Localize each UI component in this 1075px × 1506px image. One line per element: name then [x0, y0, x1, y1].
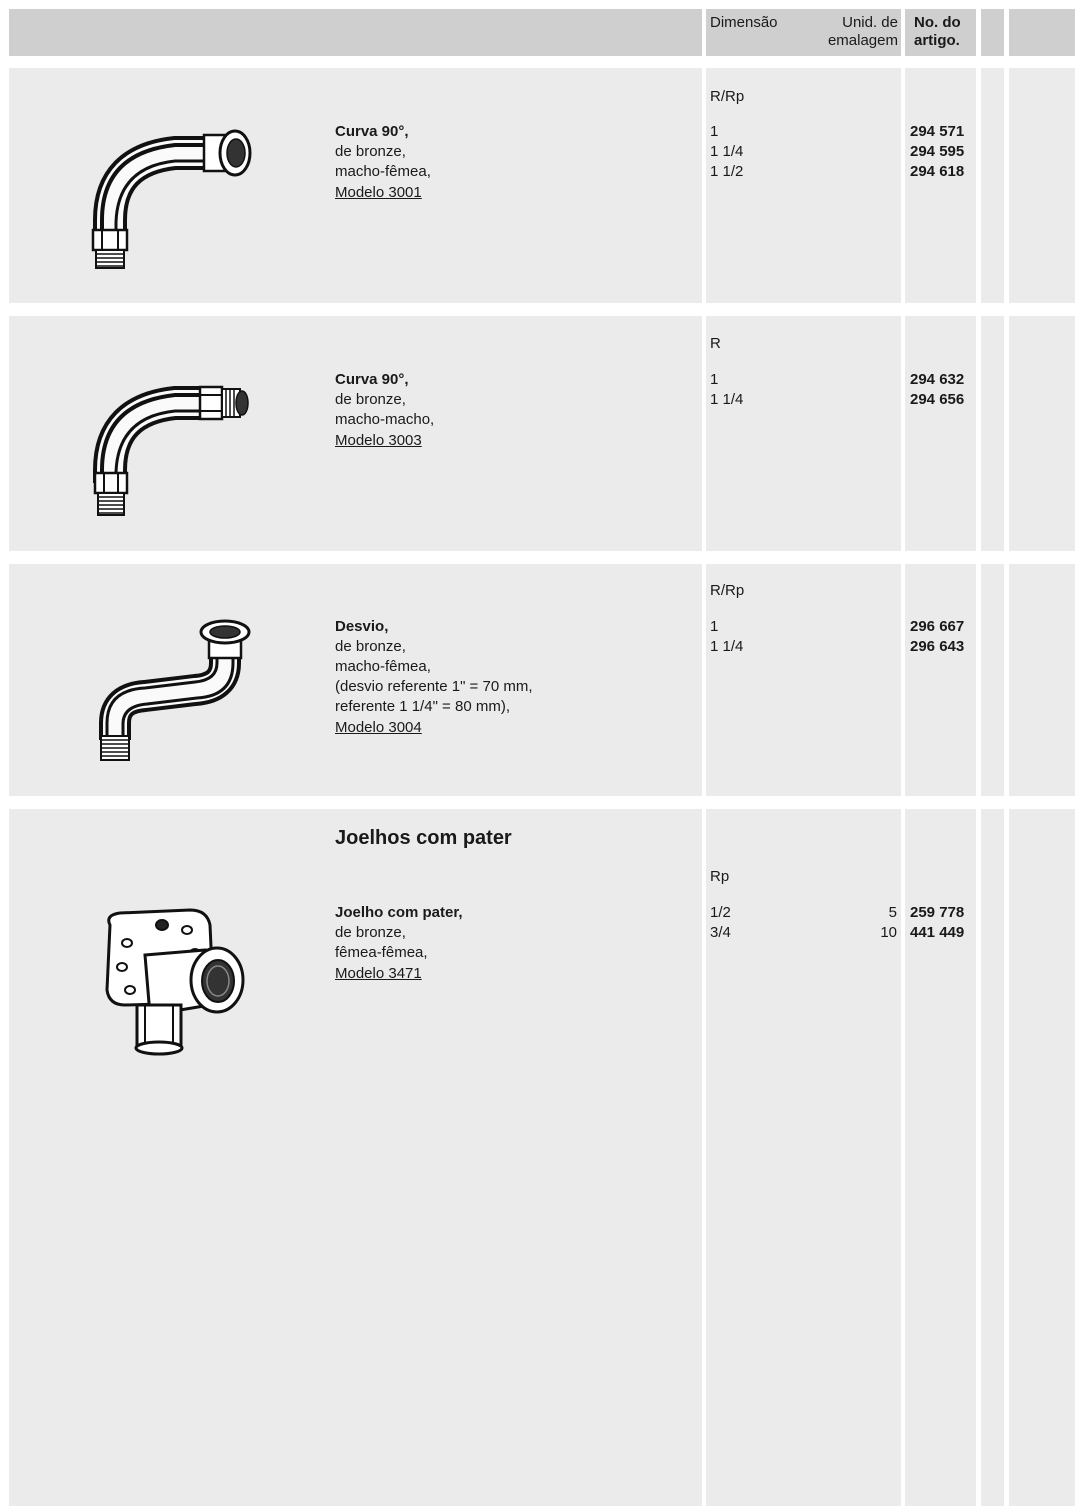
header-article-label-1: No. do	[914, 14, 961, 31]
product-2-row-2-dimension: 1 1/4	[710, 391, 744, 408]
header-extra-cell-1	[981, 9, 1004, 56]
product-4-connection: fêmea-fêmea,	[335, 944, 428, 961]
product-3-model-link[interactable]: Modelo 3004	[335, 719, 422, 736]
product-2-row-1-article: 294 632	[910, 371, 965, 388]
product-3-offset-note-2: referente 1 1/4" = 80 mm),	[335, 698, 510, 715]
offset-bend-icon	[85, 618, 265, 768]
product-3-thread-type: R/Rp	[710, 582, 745, 599]
product-2-connection: macho-macho,	[335, 411, 435, 428]
header-pack-unit-label-2: emalagem	[827, 32, 898, 49]
product-3-extra-cell-1	[981, 564, 1004, 796]
product-1-thread-type: R/Rp	[710, 88, 745, 105]
product-1-row-3-dimension: 1 1/2	[710, 163, 744, 180]
product-1-row-1-dimension: 1	[710, 123, 719, 140]
product-1-row-2-article: 294 595	[910, 143, 965, 160]
product-3-row-1-article: 296 667	[910, 618, 965, 635]
product-4-row-1-dimension: 1/2	[710, 904, 731, 921]
header-description-cell	[9, 9, 702, 56]
product-4-extra-cell-2	[1009, 809, 1075, 1506]
product-2-article-cell	[905, 316, 976, 551]
product-2-extra-cell-2	[1009, 316, 1075, 551]
product-4-row-2-pack-unit: 10	[880, 924, 897, 941]
product-3-row-1-dimension: 1	[710, 618, 719, 635]
product-3-row-2-dimension: 1 1/4	[710, 638, 744, 655]
product-1-row-1-article: 294 571	[910, 123, 965, 140]
product-3-material: de bronze,	[335, 638, 406, 655]
product-1-article-cell	[905, 68, 976, 303]
product-1-model-link[interactable]: Modelo 3001	[335, 184, 422, 201]
header-dimension-label: Dimensão	[710, 14, 778, 31]
product-4-row-1-article: 259 778	[910, 904, 965, 921]
product-4-model-link[interactable]: Modelo 3471	[335, 965, 422, 982]
product-3-extra-cell-2	[1009, 564, 1075, 796]
product-1-row-2-dimension: 1 1/4	[710, 143, 744, 160]
elbow-male-female-icon	[80, 125, 260, 275]
product-2-material: de bronze,	[335, 391, 406, 408]
header-article-label-2: artigo.	[914, 32, 960, 49]
product-3-row-2-article: 296 643	[910, 638, 965, 655]
product-2-thread-type: R	[710, 335, 721, 352]
product-4-extra-cell-1	[981, 809, 1004, 1506]
product-3-offset-note-1: (desvio referente 1" = 70 mm,	[335, 678, 533, 695]
product-4-row-2-article: 441 449	[910, 924, 965, 941]
product-3-title: Desvio,	[335, 618, 389, 635]
product-4-row-1-pack-unit: 5	[888, 904, 897, 921]
product-1-row-3-article: 294 618	[910, 163, 965, 180]
product-4-title: Joelho com pater,	[335, 904, 463, 921]
product-2-extra-cell-1	[981, 316, 1004, 551]
product-2-row-2-article: 294 656	[910, 391, 965, 408]
wall-plate-elbow-icon	[95, 905, 255, 1060]
product-1-connection: macho-fêmea,	[335, 163, 431, 180]
product-4-material: de bronze,	[335, 924, 406, 941]
header-extra-cell-2	[1009, 9, 1075, 56]
product-1-material: de bronze,	[335, 143, 406, 160]
product-3-connection: macho-fêmea,	[335, 658, 431, 675]
product-2-model-link[interactable]: Modelo 3003	[335, 432, 422, 449]
section-heading: Joelhos com pater	[335, 827, 512, 849]
elbow-male-male-icon	[80, 375, 260, 525]
product-2-dimension-cell	[706, 316, 901, 551]
product-3-article-cell	[905, 564, 976, 796]
product-1-extra-cell-2	[1009, 68, 1075, 303]
product-1-title: Curva 90°,	[335, 123, 409, 140]
product-2-row-1-dimension: 1	[710, 371, 719, 388]
product-2-title: Curva 90°,	[335, 371, 409, 388]
product-4-thread-type: Rp	[710, 868, 730, 885]
product-4-row-2-dimension: 3/4	[710, 924, 731, 941]
header-pack-unit-label-1: Unid. de	[842, 14, 898, 31]
product-1-extra-cell-1	[981, 68, 1004, 303]
